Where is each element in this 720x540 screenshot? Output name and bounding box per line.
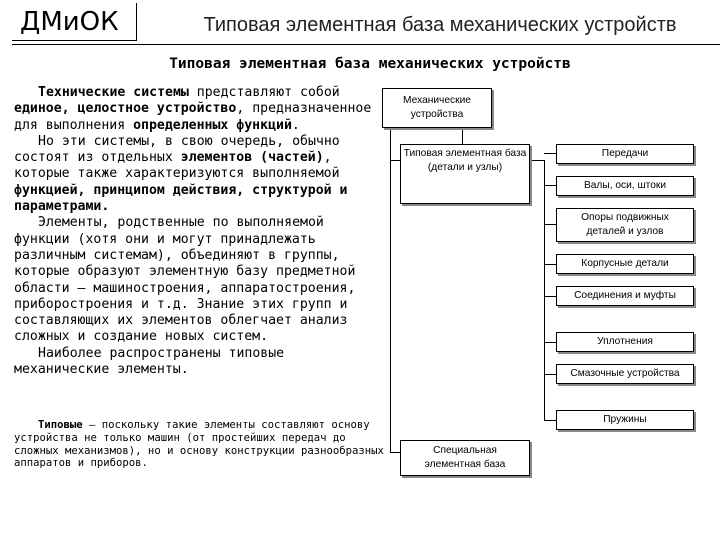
connector-line xyxy=(544,185,556,186)
item-box-springs xyxy=(556,410,694,430)
brand-logo: ДМиОК xyxy=(12,3,137,41)
connector-line xyxy=(544,342,556,343)
item-label: Смазочные устройства xyxy=(570,368,680,379)
connector-line xyxy=(390,100,391,452)
connector-line xyxy=(462,128,463,144)
term-typical: Типовые xyxy=(38,419,83,431)
typical-base-label: Типовая элементная база (детали и узлы) xyxy=(403,148,527,173)
text-span: , предназначенное для выполнения xyxy=(14,101,372,133)
connector-line xyxy=(544,224,556,225)
connector-line xyxy=(530,160,544,161)
connector-line xyxy=(544,153,556,154)
slide-subtitle: Типовая элементная база механических устройств xyxy=(169,56,571,72)
connector-line xyxy=(544,160,545,420)
header-title: Типовая элементная база механических устройств xyxy=(203,14,677,36)
item-label: Уплотнения xyxy=(597,336,653,347)
item-box-bearings xyxy=(556,208,694,242)
item-label: Валы, оси, штоки xyxy=(583,180,667,191)
text-span: – поскольку такие элементы составляют основу устройства не только машин (от простейших передач до сложных механизмов), но и основу конструкции разнообразных аппаратов и приборов. xyxy=(14,419,384,470)
term-tech-systems: Технические системы xyxy=(38,85,189,100)
text-span: , которые также характеризуются выполняемой xyxy=(14,150,340,182)
item-box-shafts xyxy=(556,176,694,196)
connector-line xyxy=(544,374,556,375)
text-span: представляют собой xyxy=(188,85,340,100)
paragraph-3: Элементы, родственные по выполняемой функции (хотя они и могут принадлежать различным системам), объединяют в группы, которые образуют элементную базу предметной области – машиностроения, аппаратостроения, приборостроения и т.д. Знание этих групп и составляющих их элементов облегчает анализ сложных и создание новых систем. xyxy=(14,215,356,345)
item-box-seals xyxy=(556,332,694,352)
term-functions: определенных функций xyxy=(133,117,292,133)
item-label: Пружины xyxy=(603,414,647,425)
text-span: . xyxy=(291,117,300,133)
item-box-housings xyxy=(556,254,694,274)
root-label: Механические устройства xyxy=(403,95,471,120)
term-characteristics: функцией, принципом действия, структурой и параметрами. xyxy=(14,182,348,215)
root-box xyxy=(382,88,492,128)
term-integral-device: единое, целостное устройство xyxy=(14,101,237,117)
special-base-box xyxy=(400,440,530,476)
item-box-joints xyxy=(556,286,694,306)
typical-base-box xyxy=(400,144,530,204)
item-label: Соединения и муфты xyxy=(574,290,676,301)
item-label: Корпусные детали xyxy=(581,258,669,269)
item-box-gears xyxy=(556,144,694,164)
text-span: Но эти системы, в свою очередь, обычно состоят из отдельных xyxy=(14,133,340,166)
item-label: Передачи xyxy=(601,148,649,159)
paragraph-4: Наиболее распространены типовые механические элементы. xyxy=(14,345,285,378)
connector-line xyxy=(544,296,556,297)
connector-line xyxy=(544,264,556,265)
connector-line xyxy=(544,420,556,421)
connector-line xyxy=(390,452,400,453)
special-base-label: Специальная элементная база xyxy=(424,445,506,470)
item-label: Опоры подвижных деталей и узлов xyxy=(581,212,669,237)
item-box-lubrication xyxy=(556,364,694,384)
term-elements: элементов (частей) xyxy=(180,150,324,166)
connector-line xyxy=(390,160,400,161)
